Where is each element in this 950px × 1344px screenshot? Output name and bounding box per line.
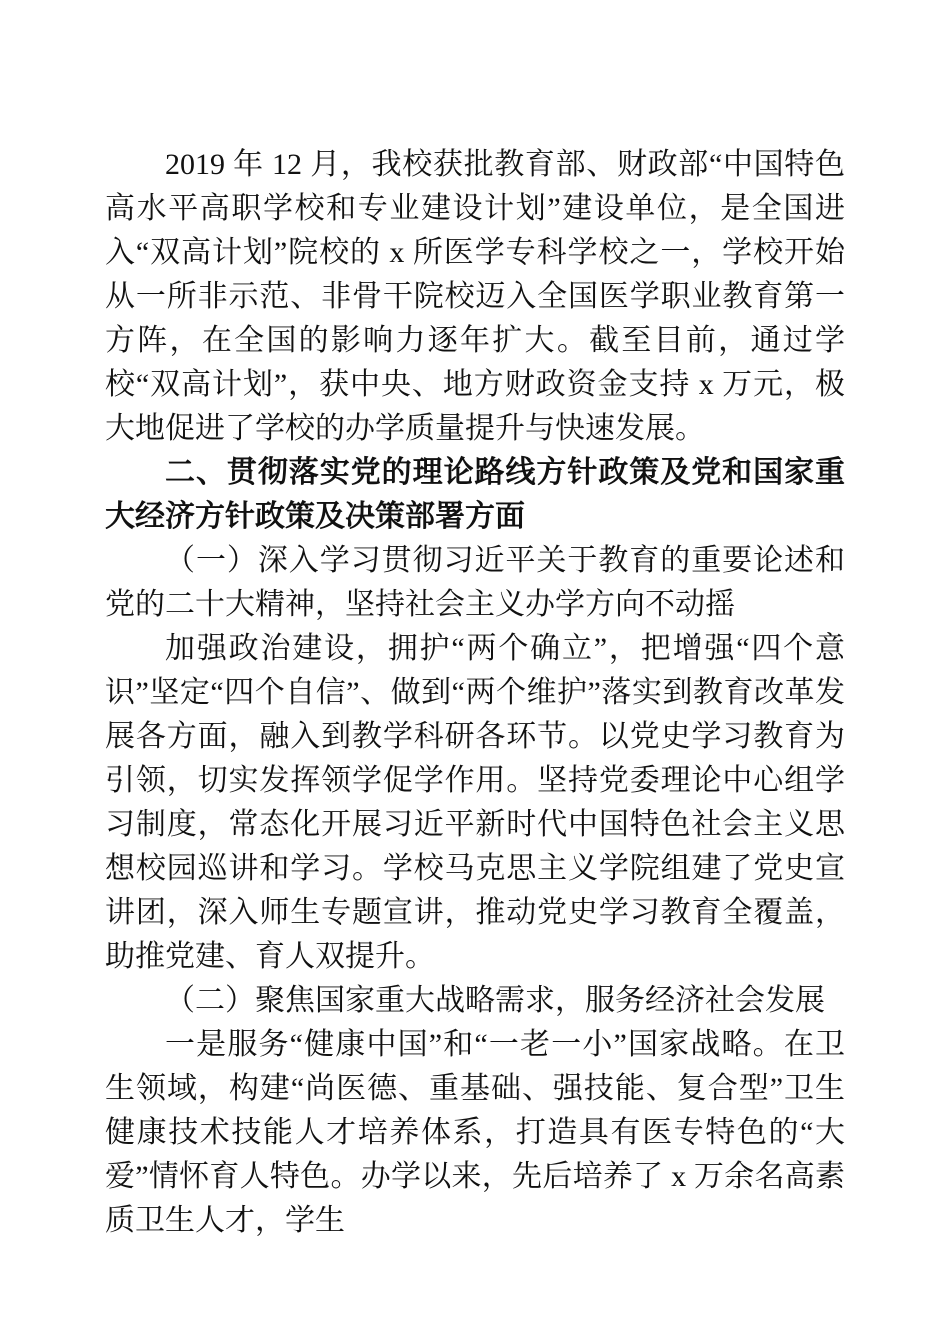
paragraph-healthy-china-service: 一是服务“健康中国”和“一老一小”国家战略。在卫生领域，构建“尚医德、重基础、强技能、复合型”卫生健康技术技能人才培养体系，打造具有医专特色的“大爱”情怀育人特色。办学以来，先后培养了 x 万余名高素质卫生人才，学生 <box>105 1028 845 1237</box>
paragraph-double-high-plan-intro: 2019 年 12 月，我校获批教育部、财政部“中国特色高水平高职学校和专业建设计划”建设单位，是全国进入“双高计划”院校的 x 所医学专科学校之一，学校开始从一所非示范、非骨干院校迈入全国医学职业教育第一方阵，在全国的影响力逐年扩大。截至目前，通过学校“双高计划”，获中央、地方财政资金支持 x 万元，极大地促进了学校的办学质量提升与快速发展。 <box>105 148 845 445</box>
section-heading-party-policy: 二、贯彻落实党的理论路线方针政策及党和国家重大经济方针政策及决策部署方面 <box>105 456 845 533</box>
paragraph-political-construction: 加强政治建设，拥护“两个确立”，把增强“四个意识”坚定“四个自信”、做到“两个维护”落实到教育改革发展各方面，融入到教学科研各环节。以党史学习教育为引领，切实发挥领学促学作用。坚持党委理论中心组学习制度，常态化开展习近平新时代中国特色社会主义思想校园巡讲和学习。学校马克思主义学院组建了党史宣讲团，深入师生专题宣讲，推动党史学习教育全覆盖，助推党建、育人双提升。 <box>105 632 845 973</box>
subsection-heading-study-education-thought: （一）深入学习贯彻习近平关于教育的重要论述和党的二十大精神，坚持社会主义办学方向不动摇 <box>105 544 845 621</box>
document-content <box>105 143 845 1243</box>
subsection-heading-national-strategy: （二）聚焦国家重大战略需求，服务经济社会发展 <box>165 984 825 1017</box>
